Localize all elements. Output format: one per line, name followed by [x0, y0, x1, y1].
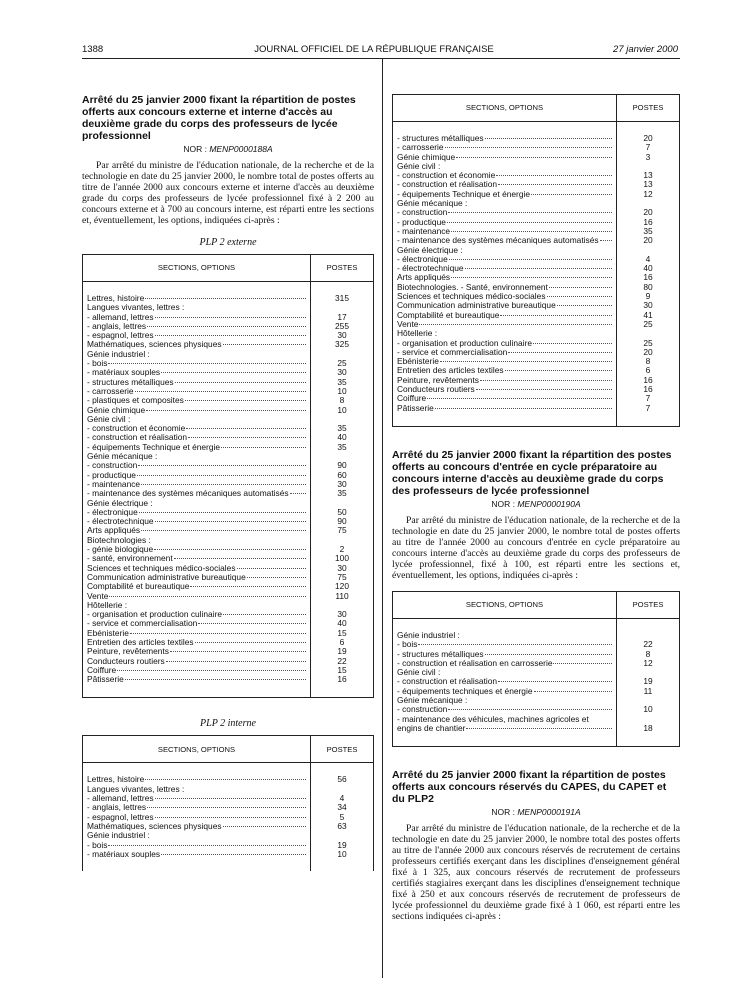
- leader-dots: [531, 194, 612, 195]
- table-row: [393, 385, 680, 394]
- section-label: Communication administrative bureautique: [87, 571, 246, 582]
- leader-dots: [117, 670, 306, 671]
- table-row: [393, 724, 680, 733]
- section-label: Génie industriel :: [397, 629, 460, 640]
- section-label: Génie électrique :: [397, 244, 463, 255]
- postes-value: 25: [311, 359, 374, 368]
- leader-dots: [186, 428, 306, 429]
- postes-value: 11: [617, 687, 680, 696]
- leader-dots: [155, 335, 306, 336]
- section-label: - allemand, lettres: [87, 311, 154, 322]
- leader-dots: [600, 240, 612, 241]
- section-label: Sciences et techniques médico-sociales: [87, 562, 236, 573]
- section-label: - structures métalliques: [397, 133, 484, 143]
- article1-title: Arrêté du 25 janvier 2000 fixant la répartition de postes offerts aux concours externe et interne d'accès au deuxième grade du corps des professeurs de lycée professionnel: [82, 94, 356, 142]
- section-label: Arts appliqués: [87, 525, 141, 536]
- table-interne-caption: PLP 2 interne: [200, 718, 256, 730]
- postes-value: 34: [311, 803, 374, 812]
- section-label: Pâtisserie: [87, 674, 124, 685]
- postes-value: 20: [617, 348, 680, 357]
- postes-value: 8: [617, 357, 680, 366]
- table-row: [83, 675, 374, 684]
- leader-dots: [500, 315, 612, 316]
- table-row: [393, 404, 680, 413]
- postes-value: 4: [311, 794, 374, 803]
- leader-dots: [553, 663, 612, 664]
- section-label: Entretien des articles textiles: [397, 365, 504, 376]
- postes-value: 16: [617, 385, 680, 394]
- postes-value: 30: [311, 368, 374, 377]
- section-label: - électrotechnique: [87, 516, 154, 527]
- leader-dots: [549, 287, 612, 288]
- article3-nor: NOR : MENP0000191A: [491, 807, 581, 818]
- table-row: [83, 657, 374, 666]
- leader-dots: [170, 651, 306, 652]
- section-label: - bois: [87, 358, 108, 369]
- leader-dots: [155, 798, 306, 799]
- postes-value: 13: [617, 171, 680, 180]
- table-row: [83, 831, 374, 840]
- article3-body: Par arrêté du ministre de l'éducation nationale, de la recherche et de la technologie en date du 25 janvier 2000, le nombre total des postes offerts au titre de l'année 2000 aux concours réservés de recrutement de certains professeurs certifiés exerçant dans les disciplines d'enseignement général fixé à 1 325, aux concours réservés de recrutement de professeurs certifiés stagiaires exerçant dans les disciplines d'enseignement technique fixé à 250 et aux concours réservés de recrutement de professeurs de lycée professionnel du deuxième grade fixé à 1 060, est réparti entre les sections indiquées ci-après :: [392, 823, 680, 923]
- header-rule: [82, 58, 680, 59]
- leader-dots: [505, 370, 612, 371]
- section-label: - matériaux souples: [87, 848, 161, 859]
- postes-value: 15: [311, 666, 374, 675]
- col-header-postes: POSTES: [617, 591, 680, 618]
- section-label: - service et commercialisation: [87, 618, 198, 629]
- leader-dots: [290, 493, 306, 494]
- postes-value: 10: [311, 850, 374, 859]
- leader-dots: [195, 642, 306, 643]
- postes-value: 17: [311, 313, 374, 322]
- section-label: Langues vivantes, lettres :: [87, 302, 185, 313]
- leader-dots: [154, 549, 306, 550]
- leader-dots: [145, 298, 306, 299]
- postes-value: 9: [617, 292, 680, 301]
- postes-value: 2: [311, 545, 374, 554]
- leader-dots: [166, 661, 306, 662]
- section-label: - construction: [397, 207, 448, 218]
- table-externe-caption: PLP 2 externe: [199, 237, 257, 248]
- leader-dots: [447, 222, 612, 223]
- postes-value: 30: [311, 480, 374, 489]
- postes-value: 18: [617, 724, 680, 733]
- section-label: - matériaux souples: [87, 367, 161, 378]
- postes-value: 40: [617, 264, 680, 273]
- section-label: - construction: [397, 704, 448, 715]
- section-label: Vente: [397, 318, 419, 329]
- postes-value: 6: [311, 638, 374, 647]
- leader-dots: [498, 184, 612, 185]
- postes-value: 315: [311, 294, 374, 303]
- leader-dots: [145, 779, 306, 780]
- postes-value: 7: [617, 394, 680, 403]
- leader-dots: [480, 380, 612, 381]
- postes-value: 13: [617, 180, 680, 189]
- section-label: Hôtellerie :: [87, 599, 128, 610]
- section-label: Génie mécanique :: [397, 694, 468, 705]
- section-label: - construction et réalisation: [397, 179, 498, 190]
- leader-dots: [141, 484, 306, 485]
- leader-dots: [161, 372, 306, 373]
- leader-dots: [185, 400, 306, 401]
- section-label: Génie mécanique :: [87, 451, 158, 462]
- postes-value: 75: [311, 573, 374, 582]
- leader-dots: [445, 147, 612, 148]
- section-label: - électronique: [397, 253, 448, 264]
- article2-body: Par arrêté du ministre de l'éducation nationale, de la recherche et de la technologie en date du 25 janvier 2000, le nombre total de postes offerts au titre de l'année 2000 au concours d'entrée en cycle préparatoire au concours interne d'accès au deuxième grade du corps des professeurs de lycée professionnel, fixé à 100, est réparti entre les sections et, éventuellement, les options, indiquées ci-après :: [392, 514, 680, 581]
- section-label: Sciences et techniques médico-sociales: [397, 291, 546, 302]
- table-interne: [82, 735, 374, 871]
- postes-value: 40: [311, 433, 374, 442]
- section-label: Génie chimique: [397, 151, 456, 162]
- section-label: - productique: [397, 216, 446, 227]
- postes-value: 8: [617, 650, 680, 659]
- postes-value: 19: [311, 647, 374, 656]
- leader-dots: [155, 817, 306, 818]
- leader-dots: [155, 521, 306, 522]
- leader-dots: [465, 268, 612, 269]
- postes-value: 7: [617, 143, 680, 152]
- article2-title: Arrêté du 25 janvier 2000 fixant la répartition des postes offerts au concours d'entrée en cycle préparatoire au concours interne d'accès au deuxième grade du corps des professeurs de lycée professionnel: [392, 448, 672, 497]
- postes-value: 325: [311, 340, 374, 349]
- section-label: - construction et réalisation: [87, 432, 188, 443]
- leader-dots: [547, 296, 612, 297]
- section-label: - équipements techniques et énergie: [397, 685, 533, 696]
- section-label: Génie industriel :: [87, 348, 150, 359]
- leader-dots: [223, 614, 306, 615]
- journal-title: JOURNAL OFFICIEL DE LA RÉPUBLIQUE FRANÇAISE: [254, 44, 494, 55]
- postes-value: 6: [617, 366, 680, 375]
- section-label: - bois: [397, 639, 418, 650]
- leader-dots: [418, 644, 612, 645]
- section-label: Ebénisterie: [87, 627, 129, 638]
- leader-dots: [247, 577, 306, 578]
- leader-dots: [449, 259, 612, 260]
- section-label: - anglais, lettres: [87, 802, 147, 813]
- leader-dots: [139, 512, 306, 513]
- postes-value: 20: [617, 134, 680, 143]
- section-label: Génie civil :: [397, 667, 441, 678]
- section-label: Coiffure: [397, 393, 427, 404]
- section-label: Hôtellerie :: [397, 328, 438, 339]
- postes-value: 90: [311, 461, 374, 470]
- section-label: Lettres, histoire: [87, 774, 145, 785]
- section-label: - plastiques et composites: [87, 395, 184, 406]
- section-label: - allemand, lettres: [87, 793, 154, 804]
- leader-dots: [223, 826, 306, 827]
- postes-value: 30: [617, 301, 680, 310]
- postes-value: 12: [617, 659, 680, 668]
- col-header-sections: SECTIONS, OPTIONS: [83, 255, 311, 282]
- postes-value: 30: [311, 331, 374, 340]
- section-label: - électrotechnique: [397, 263, 464, 274]
- leader-dots: [137, 475, 306, 476]
- leader-dots: [155, 317, 306, 318]
- table-row: [83, 582, 374, 591]
- postes-value: 90: [311, 517, 374, 526]
- leader-dots: [223, 344, 306, 345]
- leader-dots: [485, 654, 612, 655]
- section-label: Arts appliqués: [397, 272, 451, 283]
- leader-dots: [198, 623, 306, 624]
- postes-value: 3: [617, 153, 680, 162]
- postes-value: 16: [311, 675, 374, 684]
- leader-dots: [476, 389, 612, 390]
- section-label: Génie électrique :: [87, 497, 153, 508]
- section-label: Comptabilité et bureautique: [397, 309, 500, 320]
- postes-value: 41: [617, 311, 680, 320]
- section-label: - construction et économie: [397, 170, 496, 181]
- leader-dots: [466, 728, 612, 729]
- section-label: - génie biologique: [87, 544, 154, 555]
- leader-dots: [147, 326, 306, 327]
- col-header-sections: SECTIONS, OPTIONS: [393, 95, 617, 122]
- section-label: Génie civil :: [87, 413, 131, 424]
- col-header-sections: SECTIONS, OPTIONS: [83, 736, 311, 763]
- table-interne-continued: [392, 94, 680, 427]
- postes-value: 75: [311, 526, 374, 535]
- section-label: - équipements Technique et énergie: [397, 188, 531, 199]
- section-label: - carrosserie: [87, 385, 134, 396]
- postes-value: 255: [311, 322, 374, 331]
- section-label: Vente: [87, 590, 109, 601]
- leader-dots: [221, 447, 306, 448]
- postes-value: 35: [617, 227, 680, 236]
- postes-value: 60: [311, 471, 374, 480]
- leader-dots: [130, 633, 306, 634]
- section-label: - construction et économie: [87, 423, 186, 434]
- section-label: Génie chimique: [87, 404, 146, 415]
- postes-value: 12: [617, 190, 680, 199]
- leader-dots: [147, 807, 306, 808]
- postes-value: 35: [311, 378, 374, 387]
- table-row: [83, 350, 374, 359]
- article3-nor-code: MENP0000191A: [517, 807, 581, 818]
- leader-dots: [456, 157, 612, 158]
- leader-dots: [188, 437, 306, 438]
- postes-value: 40: [311, 619, 374, 628]
- postes-value: 35: [311, 424, 374, 433]
- section-label: - électronique: [87, 506, 138, 517]
- leader-dots: [485, 138, 612, 139]
- article2-nor: NOR : MENP0000190A: [491, 498, 581, 509]
- page-number: 1388: [82, 44, 104, 55]
- leader-dots: [508, 352, 612, 353]
- table-row: [83, 850, 374, 859]
- section-label: - maintenance des systèmes mécaniques automatisés: [397, 235, 599, 246]
- postes-value: 100: [311, 554, 374, 563]
- right-column: [392, 94, 680, 922]
- section-label: - construction et réalisation: [397, 676, 498, 687]
- section-label: - carrosserie: [397, 142, 444, 153]
- left-column: [82, 94, 374, 871]
- leader-dots: [448, 212, 612, 213]
- table-cycle-preparatoire: [392, 591, 680, 747]
- section-label: Mathématiques, sciences physiques: [87, 339, 222, 350]
- section-label: - structures métalliques: [87, 376, 174, 387]
- postes-value: 50: [311, 508, 374, 517]
- section-label: Mathématiques, sciences physiques: [87, 820, 222, 831]
- col-header-postes: POSTES: [311, 736, 374, 763]
- postes-value: 25: [617, 339, 680, 348]
- table-externe: [82, 254, 374, 698]
- section-label: Biotechnologies :: [87, 534, 151, 545]
- leader-dots: [141, 530, 306, 531]
- leader-dots: [498, 681, 612, 682]
- postes-value: 5: [311, 813, 374, 822]
- section-label: - structures métalliques: [397, 648, 484, 659]
- section-label: - construction et réalisation en carrosserie: [397, 657, 553, 668]
- article2-nor-code: MENP0000190A: [517, 498, 581, 509]
- section-label: Langues vivantes, lettres :: [87, 783, 185, 794]
- leader-dots: [174, 558, 306, 559]
- postes-value: 16: [617, 218, 680, 227]
- leader-dots: [557, 305, 612, 306]
- leader-dots: [146, 410, 306, 411]
- article1-nor: NOR : MENP0000188A: [183, 144, 273, 154]
- section-label: Conducteurs routiers: [397, 384, 475, 395]
- section-label: Coiffure: [87, 664, 117, 675]
- table-row: [83, 666, 374, 675]
- column-divider: [382, 58, 383, 978]
- leader-dots: [435, 408, 612, 409]
- section-label: Biotechnologies. - Santé, environnement: [397, 281, 548, 292]
- postes-value: 20: [617, 208, 680, 217]
- section-label: - espagnol, lettres: [87, 330, 154, 341]
- table-row: [393, 311, 680, 320]
- leader-dots: [138, 465, 306, 466]
- section-label: Peinture, revêtements: [87, 646, 169, 657]
- postes-value: 30: [311, 610, 374, 619]
- section-label: Lettres, histoire: [87, 293, 145, 303]
- postes-value: 8: [311, 396, 374, 405]
- section-label: - construction: [87, 460, 138, 471]
- postes-value: 63: [311, 822, 374, 831]
- leader-dots: [448, 709, 612, 710]
- leader-dots: [161, 854, 306, 855]
- postes-value: 10: [617, 705, 680, 714]
- article1-nor-code: MENP0000188A: [209, 144, 273, 154]
- section-label: - bois: [87, 839, 108, 850]
- postes-value: 16: [617, 273, 680, 282]
- leader-dots: [451, 231, 612, 232]
- section-label: Ebénisterie: [397, 356, 439, 367]
- postes-value: 22: [311, 657, 374, 666]
- postes-value: 120: [311, 582, 374, 591]
- leader-dots: [419, 324, 612, 325]
- leader-dots: [108, 363, 306, 364]
- leader-dots: [237, 568, 306, 569]
- leader-dots: [108, 845, 306, 846]
- section-label: - maintenance des systèmes mécaniques automatisés: [87, 488, 289, 499]
- section-label: - service et commercialisation: [397, 346, 508, 357]
- section-label: Pâtisserie: [397, 402, 434, 413]
- leader-dots: [190, 586, 306, 587]
- section-label: Entretien des articles textiles: [87, 636, 194, 647]
- postes-value: 30: [311, 564, 374, 573]
- col-header-postes: POSTES: [617, 95, 680, 122]
- postes-value: 25: [617, 320, 680, 329]
- postes-value: 35: [311, 489, 374, 498]
- postes-value: 15: [311, 629, 374, 638]
- postes-value: 10: [311, 406, 374, 415]
- section-label: - santé, environnement: [87, 553, 173, 564]
- section-label: - productique: [87, 469, 136, 480]
- leader-dots: [496, 175, 612, 176]
- postes-value: 10: [311, 387, 374, 396]
- section-label: - maintenance: [397, 225, 451, 236]
- leader-dots: [451, 277, 612, 278]
- section-label: Génie mécanique :: [397, 198, 468, 209]
- leader-dots: [534, 691, 613, 692]
- section-label: Génie civil :: [397, 160, 441, 171]
- section-label: - espagnol, lettres: [87, 811, 154, 822]
- section-label: Communication administrative bureautique: [397, 300, 556, 311]
- postes-value: 56: [311, 775, 374, 784]
- section-label: Comptabilité et bureautique: [87, 581, 190, 592]
- article1-body: Par arrêté du ministre de l'éducation nationale, de la recherche et de la technologie en date du 25 janvier 2000, le nombre total de postes offerts au titre de l'année 2000 aux concours externe et interne d'accès au deuxième grade du corps des professeurs de lycée professionnel fixé à 2 200 au concours externe et à 700 au concours interne, est réparti entre les sections et, éventuellement, les options, indiquées ci-après :: [82, 160, 374, 226]
- section-label: - organisation et production culinaire: [397, 337, 533, 348]
- section-label: - maintenance des véhicules, machines agricoles et: [397, 713, 589, 724]
- section-label: Peinture, revêtements: [397, 374, 479, 385]
- postes-value: 19: [617, 677, 680, 686]
- postes-value: 80: [617, 283, 680, 292]
- section-label: Génie industriel :: [87, 830, 150, 841]
- article3-title: Arrêté du 25 janvier 2000 fixant la répartition de postes offerts aux concours réservés du CAPES, du CAPET et du PLP2: [392, 769, 667, 806]
- postes-value: 4: [617, 255, 680, 264]
- postes-value: 19: [311, 841, 374, 850]
- section-label: - maintenance: [87, 478, 141, 489]
- section-label: Conducteurs routiers: [87, 655, 165, 666]
- col-header-postes: POSTES: [311, 255, 374, 282]
- leader-dots: [440, 361, 612, 362]
- leader-dots: [109, 596, 306, 597]
- table-row: [393, 394, 680, 403]
- section-label: - anglais, lettres: [87, 320, 147, 331]
- leader-dots: [533, 343, 612, 344]
- postes-value: 22: [617, 640, 680, 649]
- postes-value: 16: [617, 376, 680, 385]
- postes-value: 7: [617, 404, 680, 413]
- leader-dots: [125, 679, 306, 680]
- col-header-sections: SECTIONS, OPTIONS: [393, 591, 617, 618]
- table-row: [393, 631, 680, 640]
- postes-value: 110: [311, 592, 374, 601]
- leader-dots: [175, 382, 306, 383]
- section-label: - équipements Technique et énergie: [87, 441, 221, 452]
- issue-date: 27 janvier 2000: [613, 44, 678, 55]
- section-label: - organisation et production culinaire: [87, 609, 223, 620]
- postes-value: 35: [311, 443, 374, 452]
- section-label: engins de chantier: [397, 722, 466, 733]
- leader-dots: [427, 398, 612, 399]
- postes-value: 20: [617, 236, 680, 245]
- leader-dots: [135, 391, 306, 392]
